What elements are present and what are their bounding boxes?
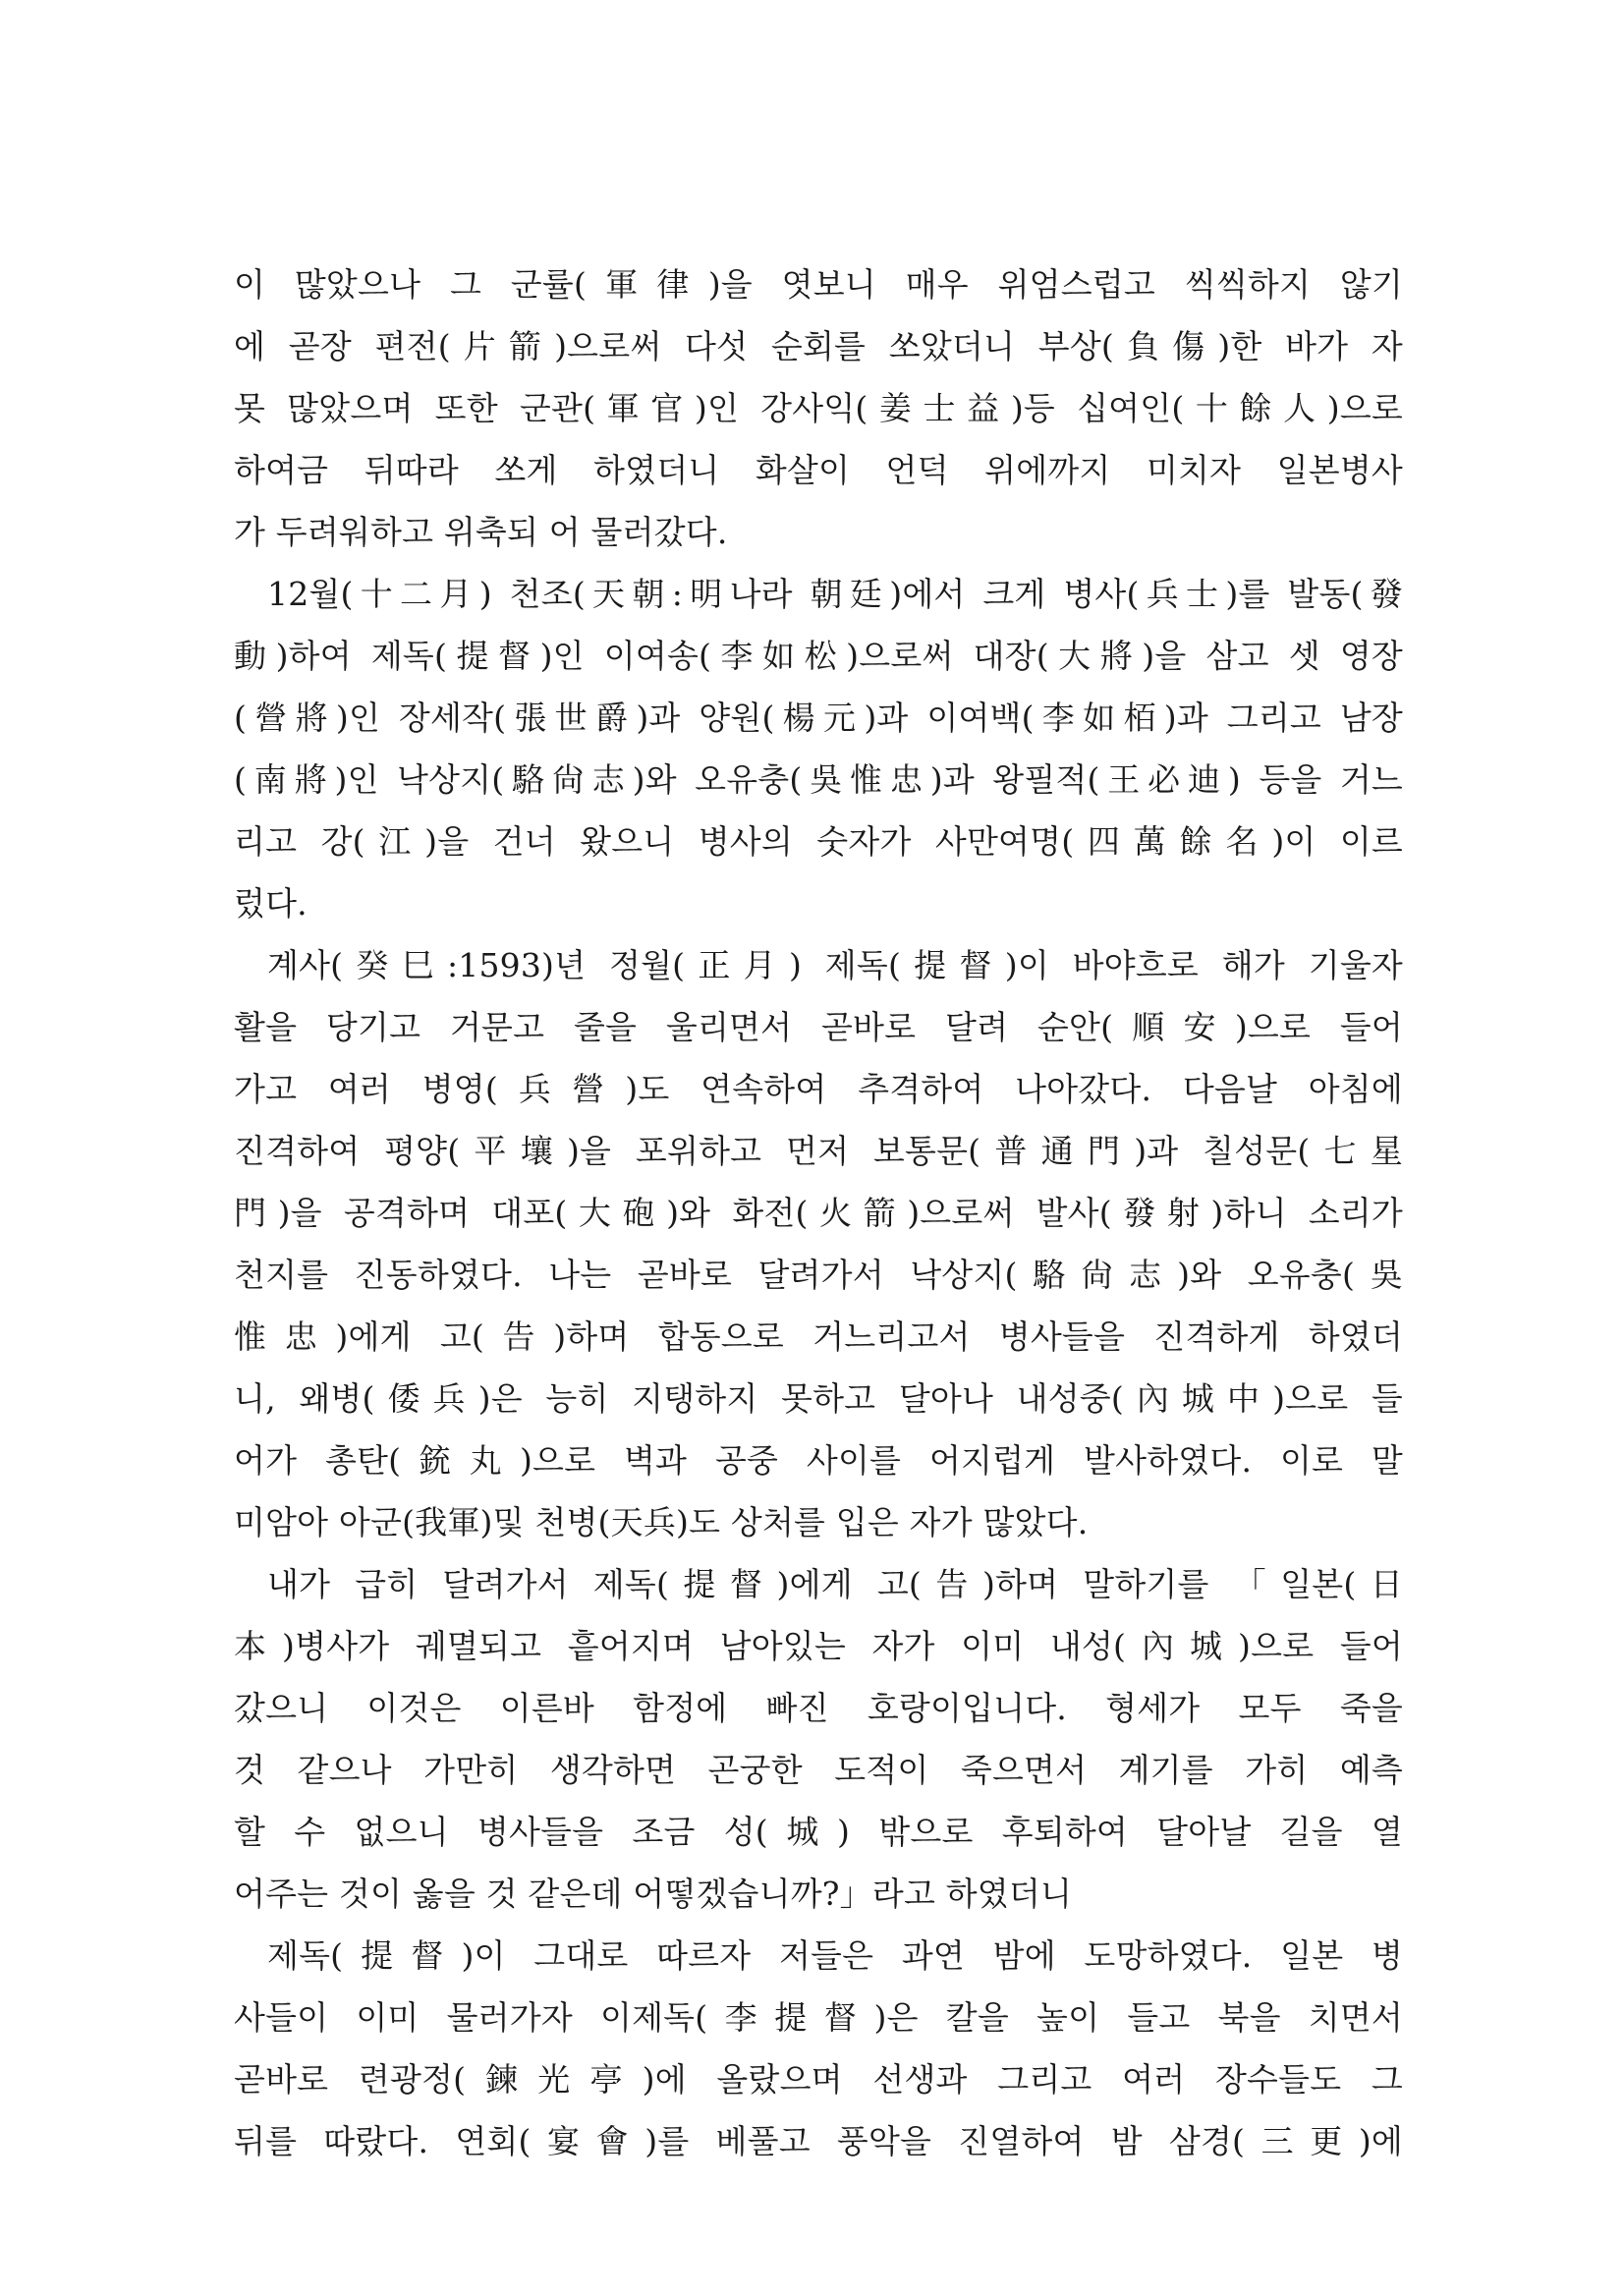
text-line: 에 곧장 편전(片箭)으로써 다섯 순회를 쏘았더니 부상(負傷)한 바가 자 xyxy=(234,327,1403,365)
text-line: 활을 당기고 거문고 줄을 울리면서 곧바로 달려 순안(順安)으로 들어 xyxy=(234,1008,1403,1046)
text-line: 어가 총탄(銃丸)으로 벽과 공중 사이를 어지럽게 발사하였다. 이로 말 xyxy=(234,1441,1403,1480)
text-line: 내가 급히 달려가서 제독(提督)에게 고(告)하며 말하기를 「일본(日 xyxy=(267,1565,1403,1603)
text-line: 진격하여 평양(平壤)을 포위하고 먼저 보통문(普通門)과 칠성문(七星 xyxy=(234,1132,1403,1170)
text-line: 이 많았으나 그 군률(軍律)을 엿보니 매우 위엄스럽고 씩씩하지 않기 xyxy=(234,265,1403,304)
text-line: 뒤를 따랐다. 연회(宴會)를 베풀고 풍악을 진열하여 밤 삼경(三更)에 xyxy=(234,2122,1403,2160)
text-line: 本)병사가 궤멸되고 흩어지며 남아있는 자가 이미 내성(內城)으로 들어 xyxy=(234,1627,1403,1665)
text-line: 사들이 이미 물러가자 이제독(李提督)은 칼을 높이 들고 북을 치면서 xyxy=(234,1998,1403,2037)
text-line: 갔으니 이것은 이른바 함정에 빠진 호랑이입니다. 형세가 모두 죽을 xyxy=(234,1689,1403,1727)
text-line: 가 두려워하고 위축되 어 물러갔다. xyxy=(234,513,728,551)
text-line: 어주는 것이 옳을 것 같은데 어떻겠습니까?」라고 하였더니 xyxy=(234,1875,1073,1913)
text-line: 못 많았으며 또한 군관(軍官)인 강사익(姜士益)등 십여인(十餘人)으로 xyxy=(234,389,1403,427)
body-text xyxy=(234,253,1403,2172)
text-line: 하여금 뒤따라 쏘게 하였더니 화살이 언덕 위에까지 미치자 일본병사 xyxy=(234,451,1403,489)
text-line: 곧바로 련광정(鍊光亭)에 올랐으며 선생과 그리고 여러 장수들도 그 xyxy=(234,2060,1403,2099)
text-line: 계사(癸巳:1593)년 정월(正月) 제독(提督)이 바야흐로 해가 기울자 xyxy=(267,946,1403,984)
text-line: 미암아 아군(我軍)및 천병(天兵)도 상처를 입은 자가 많았다. xyxy=(234,1503,1089,1541)
text-line: 리고 강(江)을 건너 왔으니 병사의 숫자가 사만여명(四萬餘名)이 이르 xyxy=(234,822,1403,861)
text-line: 惟忠)에게 고(告)하며 합동으로 거느리고서 병사들을 진격하게 하였더 xyxy=(234,1317,1403,1356)
text-line: 動)하여 제독(提督)인 이여송(李如松)으로써 대장(大將)을 삼고 셋 영장 xyxy=(234,637,1403,675)
text-line: (營將)인 장세작(張世爵)과 양원(楊元)과 이여백(李如栢)과 그리고 남장 xyxy=(234,699,1403,737)
text-line: 門)을 공격하며 대포(大砲)와 화전(火箭)으로써 발사(發射)하니 소리가 xyxy=(234,1194,1403,1232)
text-line: 니, 왜병(倭兵)은 능히 지탱하지 못하고 달아나 내성중(內城中)으로 들 xyxy=(234,1379,1403,1418)
text-line: (南將)인 낙상지(駱尙志)와 오유충(吳惟忠)과 왕필적(王必迪) 등을 거느 xyxy=(234,760,1403,799)
text-line: 렀다. xyxy=(234,884,308,923)
text-line: 가고 여러 병영(兵營)도 연속하여 추격하여 나아갔다. 다음날 아침에 xyxy=(234,1070,1403,1108)
text-line: 천지를 진동하였다. 나는 곧바로 달려가서 낙상지(駱尙志)와 오유충(吳 xyxy=(234,1256,1403,1294)
text-line: 제독(提督)이 그대로 따르자 저들은 과연 밤에 도망하였다. 일본 병 xyxy=(267,1936,1403,1975)
text-line: 할 수 없으니 병사들을 조금 성(城) 밖으로 후퇴하여 달아날 길을 열 xyxy=(234,1813,1403,1851)
text-line: 것 같으나 가만히 생각하면 곤궁한 도적이 죽으면서 계기를 가히 예측 xyxy=(234,1751,1403,1789)
text-line: 12월(十二月) 천조(天朝:明나라 朝廷)에서 크게 병사(兵士)를 발동(發 xyxy=(267,575,1403,613)
